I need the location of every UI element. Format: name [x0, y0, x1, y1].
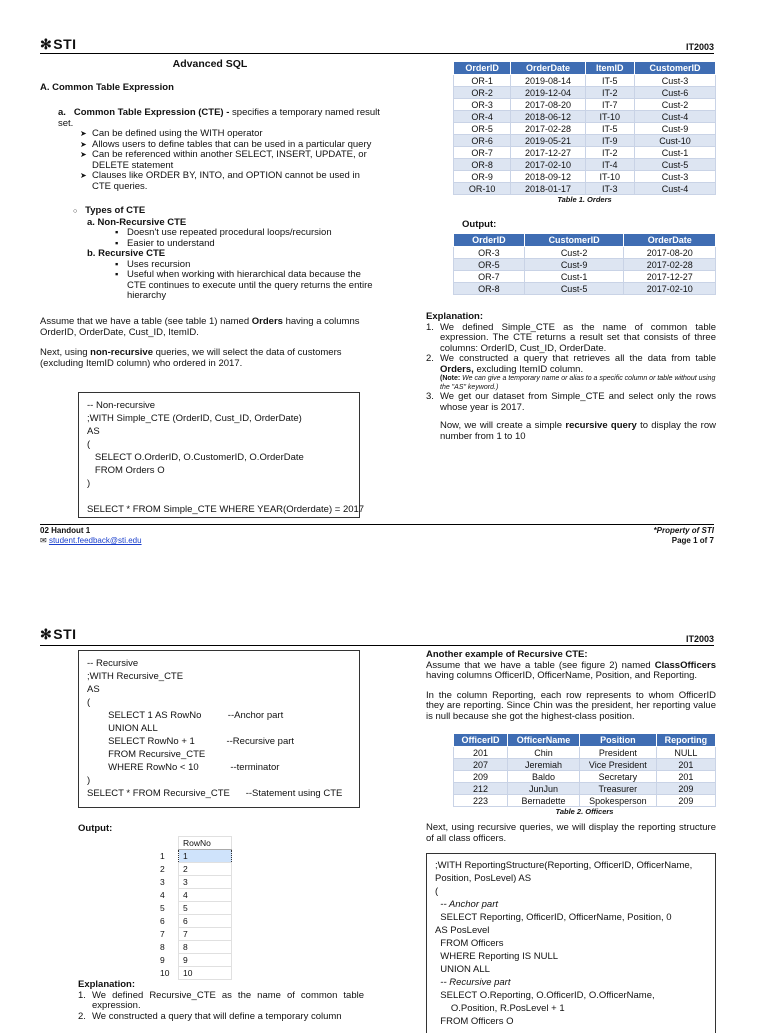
table-cell: OR-5 [454, 123, 511, 135]
table-cell: 2019-08-14 [511, 75, 585, 87]
square-bullet-icon: ▪ [115, 269, 119, 280]
table-row [454, 247, 716, 259]
table-cell: OR-7 [454, 147, 511, 159]
code-line: O.Position, R.PosLevel + 1 [435, 1003, 565, 1014]
output-label-2: Output: [78, 823, 113, 834]
column-header: OrderID [454, 62, 511, 75]
another-example-section: Another example of Recursive CTE: Assume that we have a table (see figure 2) named ClassOfficers having columns OfficerID, OfficerName, Position, and Reporting. In the column Reporting, each row represents to whom OfficerID they are reporting. Since Chin was the president, her reporting value is null because she got the highest-class position. [426, 649, 716, 722]
table-cell: 2017-02-10 [511, 159, 585, 171]
table-cell: 201 [656, 771, 715, 783]
table-cell: IT-2 [585, 147, 634, 159]
table-cell: 2017-02-28 [511, 123, 585, 135]
rowno-cell: 9 [179, 954, 232, 967]
table-row [454, 283, 716, 295]
column-header: OfficerName [508, 734, 580, 747]
table-cell: 2018-06-12 [511, 111, 585, 123]
rowno-result-grid [156, 836, 232, 980]
footer-rule [40, 524, 714, 525]
square-bullet-icon: ▪ [115, 258, 119, 270]
arrow-bullet-icon: ➤ [80, 171, 87, 180]
rowno-header: RowNo [179, 837, 232, 850]
table-cell: 2017-02-28 [624, 259, 716, 271]
header-rule [40, 53, 714, 54]
type-point [115, 228, 380, 239]
grid-row-number: 4 [160, 890, 165, 900]
table-cell: 209 [656, 795, 715, 807]
table-cell: Chin [508, 747, 580, 759]
table-cell: Cust-10 [634, 135, 715, 147]
table-cell: 209 [656, 783, 715, 795]
grid-row-number: 5 [160, 903, 165, 913]
grid-row [156, 928, 232, 941]
grid-corner [156, 837, 179, 850]
table-cell: IT-4 [585, 159, 634, 171]
code-line: ( [435, 886, 439, 897]
table-cell: 2017-12-27 [511, 147, 585, 159]
table-cell: 2018-09-12 [511, 171, 585, 183]
table-row [454, 259, 716, 271]
table-cell: 2017-02-10 [624, 283, 716, 295]
table-row [454, 87, 716, 99]
code-line: -- Recursive part [435, 977, 511, 988]
code-line: ;WITH Simple_CTE (OrderID, Cust_ID, OrderDate) [87, 413, 302, 424]
column-header: Position [579, 734, 656, 747]
table-cell: OR-6 [454, 135, 511, 147]
code-line: AS PosLevel [435, 925, 490, 936]
code-line: SELECT 1 AS RowNo --Anchor part [87, 710, 284, 721]
rowno-cell: 2 [179, 863, 232, 876]
grid-row [156, 876, 232, 889]
table-cell: IT-9 [585, 135, 634, 147]
non-recursive-paragraph: Next, using non-recursive queries, we will select the data of customers (excluding ItemID column) who ordered in 2017. [40, 346, 342, 369]
sti-flake-icon: ✻ [40, 36, 53, 52]
grid-row-number: 3 [160, 877, 165, 887]
table-cell: Treasurer [579, 783, 656, 795]
table-cell: Cust-1 [634, 147, 715, 159]
code-line: SELECT O.Reporting, O.OfficerID, O.OfficerName, [435, 990, 655, 1001]
column-header: ItemID [585, 62, 634, 75]
table-row [454, 783, 716, 795]
table-row [454, 747, 716, 759]
section-a-heading: A. Common Table Expression [40, 82, 174, 93]
table-cell: OR-7 [454, 271, 525, 283]
output-label-1: Output: [462, 219, 497, 230]
table-cell: Cust-4 [634, 111, 715, 123]
table-row [454, 135, 716, 147]
table-row [454, 771, 716, 783]
table-cell: 209 [454, 771, 508, 783]
square-bullet-icon: ▪ [115, 237, 119, 249]
code-line: ( [87, 697, 91, 708]
table-row [454, 123, 716, 135]
table-cell: Cust-5 [634, 159, 715, 171]
table-cell: 2017-08-20 [511, 99, 585, 111]
rowno-cell: 1 [179, 850, 232, 863]
table-cell: IT-2 [585, 87, 634, 99]
grid-row-number: 6 [160, 916, 165, 926]
table-cell: Cust-5 [524, 283, 624, 295]
cte-bullets [80, 129, 380, 192]
table-row [454, 759, 716, 771]
table-cell: Cust-4 [634, 183, 715, 195]
table-cell: OR-2 [454, 87, 511, 99]
table-cell: OR-10 [454, 183, 511, 195]
grid-row [156, 850, 232, 863]
rowno-cell: 4 [179, 889, 232, 902]
code-line: ;WITH ReportingStructure(Reporting, OfficerID, OfficerName, [435, 860, 693, 871]
reporting-structure-code-box [426, 853, 716, 1033]
grid-row [156, 941, 232, 954]
grid-header-row [156, 837, 232, 850]
code-line: AS [87, 426, 100, 437]
footer-right: *Property of STI Page 1 of 7 [653, 526, 714, 545]
cte-bullet-item [80, 171, 380, 192]
table-cell: OR-3 [454, 99, 511, 111]
table-cell: Baldo [508, 771, 580, 783]
type-point-text: Easier to understand [127, 237, 215, 249]
code-line: FROM Orders O [87, 465, 165, 476]
code-line: SELECT * FROM Simple_CTE WHERE YEAR(Orderdate) = 2017 [87, 504, 365, 515]
sti-logo-page2: ✻STI [40, 626, 77, 642]
table-cell: Vice President [579, 759, 656, 771]
type-point [115, 270, 380, 302]
sti-flake-icon: ✻ [40, 626, 53, 642]
arrow-bullet-icon: ➤ [80, 139, 87, 149]
table-cell: OR-8 [454, 159, 511, 171]
cte-bullet-text: Allows users to define tables that can be used in a particular query [92, 138, 372, 150]
grid-row [156, 967, 232, 980]
column-header: OrderDate [511, 62, 585, 75]
grid-row-number: 2 [160, 864, 165, 874]
code-line: UNION ALL [435, 964, 490, 975]
cte-bullet-text: Can be referenced within another SELECT, INSERT, UPDATE, or DELETE statement [92, 149, 367, 171]
grid-row-number: 1 [160, 851, 165, 861]
table-cell: 201 [454, 747, 508, 759]
code-line: ;WITH Recursive_CTE [87, 671, 184, 682]
recursive-code-box [78, 650, 360, 808]
cte-bullet-text: Clauses like ORDER BY, INTO, and OPTION cannot be used in CTE queries. [92, 170, 360, 192]
footer-left: 02 Handout 1 ✉ student.feedback@sti.edu [40, 526, 142, 545]
column-header: OrderDate [624, 234, 716, 247]
officers-table-wrap [453, 733, 716, 816]
arrow-bullet-icon: ➤ [80, 150, 87, 159]
column-header: OfficerID [454, 734, 508, 747]
code-line: ) [87, 478, 91, 489]
grid-row-number: 9 [160, 955, 165, 965]
code-line: Position, PosLevel) AS [435, 873, 532, 884]
table-cell: Cust-6 [634, 87, 715, 99]
table-cell: IT-5 [585, 75, 634, 87]
type-point-text: Useful when working with hierarchical data because the CTE continues to execute until the query returns the entire hierarchy [127, 269, 373, 301]
table-cell: Secretary [579, 771, 656, 783]
table-row [454, 183, 716, 195]
table-cell: Bernadette [508, 795, 580, 807]
table-cell: Cust-9 [634, 123, 715, 135]
table-header-row [454, 734, 716, 747]
table-cell: Spokesperson [579, 795, 656, 807]
code-line: AS [87, 684, 100, 695]
code-line: -- Recursive [87, 658, 139, 669]
orders-table [453, 61, 716, 195]
code-line: WHERE RowNo < 10 --terminator [87, 762, 280, 773]
cte-bullet-text: Can be defined using the WITH operator [92, 128, 263, 139]
explanation-section: Explanation: 1. We defined Simple_CTE as the name of common table expression. The CTE returns a result set that consists of three columns: OrderID, Cust_ID, OrderDate. 2. We constructed a query that retrieves all the data from table Orders, excluding ItemID column. (Note: We can give a temporary name or alias to a specific column or table without using the "AS" keyword.) 3. We get our dataset from Simple_CTE and select only the rows whose year is 2017. Now, we will create a simple recursive query to display the row number from 1 to 10 [426, 311, 716, 442]
orders-intro-paragraph: Assume that we have a table (see table 1) named Orders having a columns OrderID, OrderDate, Cust_ID, ItemID. [40, 315, 360, 338]
table-row [454, 271, 716, 283]
grid-row-number: 7 [160, 929, 165, 939]
cte-bullet-item [80, 129, 380, 140]
officers-table [453, 733, 716, 807]
table-cell: OR-9 [454, 171, 511, 183]
table-row [454, 159, 716, 171]
table-cell: 223 [454, 795, 508, 807]
rowno-cell: 10 [179, 967, 232, 980]
table-cell: IT-10 [585, 111, 634, 123]
page-title: Advanced SQL [172, 58, 248, 70]
feedback-email-link[interactable]: student.feedback@sti.edu [48, 536, 142, 545]
table-cell: Cust-1 [524, 271, 624, 283]
column-header: CustomerID [524, 234, 624, 247]
grid-row [156, 889, 232, 902]
table-cell: OR-3 [454, 247, 525, 259]
grid-row [156, 915, 232, 928]
table-cell: Jeremiah [508, 759, 580, 771]
code-line: ) [87, 775, 91, 786]
table-cell: 201 [656, 759, 715, 771]
table-cell: IT-10 [585, 171, 634, 183]
code-line: -- Non-recursive [87, 400, 156, 411]
code-line: FROM Recursive_CTE [87, 749, 206, 760]
table-cell: IT-7 [585, 99, 634, 111]
code-line: SELECT RowNo + 1 --Recursive part [87, 736, 295, 747]
non-recursive-code-box [78, 392, 365, 518]
table-row [454, 171, 716, 183]
email-icon: ✉ [40, 536, 47, 545]
table-cell: OR-1 [454, 75, 511, 87]
code-line: FROM Officers O [435, 1016, 514, 1027]
code-line [87, 490, 351, 503]
type-point-text: Doesn't use repeated procedural loops/recursion [127, 227, 332, 238]
table-cell: JunJun [508, 783, 580, 795]
code-line: ( [87, 439, 91, 450]
table-header-row [454, 234, 716, 247]
code-line: SELECT * FROM Recursive_CTE --Statement using CTE [87, 788, 343, 799]
table-cell: 207 [454, 759, 508, 771]
grid-row [156, 902, 232, 915]
table-header-row [454, 62, 716, 75]
rowno-cell: 3 [179, 876, 232, 889]
code-line: UNION ALL [87, 723, 158, 734]
code-line: -- Anchor part [435, 899, 499, 910]
table-row [454, 75, 716, 87]
header-rule-page2 [40, 645, 714, 646]
table-cell: OR-4 [454, 111, 511, 123]
grid-row [156, 863, 232, 876]
table-cell: IT-3 [585, 183, 634, 195]
table-cell: President [579, 747, 656, 759]
arrow-bullet-icon: ➤ [80, 129, 87, 138]
table2-caption: Table 2. Officers [555, 807, 614, 816]
code-line: FROM Officers [435, 938, 504, 949]
rowno-cell: 8 [179, 941, 232, 954]
output-table [453, 233, 716, 295]
square-bullet-icon: ▪ [115, 227, 119, 238]
code-line: SELECT Reporting, OfficerID, OfficerName, Position, 0 [435, 912, 672, 923]
cte-definition: a. Common Table Expression (CTE) - specifies a temporary named result set. [58, 107, 380, 129]
table-row [454, 795, 716, 807]
code-line: WHERE Reporting IS NULL [435, 951, 559, 962]
course-code-page2: IT2003 [685, 634, 714, 644]
cte-bullet-item [80, 150, 380, 171]
types-of-cte: ○ Types of CTE a. Non-Recursive CTE ▪ Doesn't use repeated procedural loops/recursion ▪ Easier to understand b. Recursive CTE ▪ Uses recursion ▪ Useful when working with hierarchical data because the CTE continues to execute until the query returns the entire hierarchy [73, 206, 380, 302]
table-cell: 212 [454, 783, 508, 795]
table-cell: Cust-2 [524, 247, 624, 259]
course-code: IT2003 [685, 42, 714, 52]
column-header: Reporting [656, 734, 715, 747]
table-cell: 2017-12-27 [624, 271, 716, 283]
table-cell: 2018-01-17 [511, 183, 585, 195]
table-cell: Cust-2 [634, 99, 715, 111]
code-line: SELECT O.OrderID, O.CustomerID, O.OrderDate [87, 452, 304, 463]
grid-row-number: 10 [160, 968, 170, 978]
table-cell: 2017-08-20 [624, 247, 716, 259]
next-paragraph: Next, using recursive queries, we will display the reporting structure of all class officers. [426, 822, 716, 844]
table-cell: Cust-3 [634, 75, 715, 87]
explanation-section-2: Explanation: 1. We defined Recursive_CTE as the name of common table expression. 2. We constructed a query that will define a temporary column [78, 979, 364, 1022]
table-cell: 2019-05-21 [511, 135, 585, 147]
sti-logo: ✻STI [40, 36, 77, 52]
table1-caption: Table 1. Orders [557, 195, 612, 204]
column-header: CustomerID [634, 62, 715, 75]
table-cell: OR-5 [454, 259, 525, 271]
table-cell: IT-5 [585, 123, 634, 135]
table-cell: Cust-3 [634, 171, 715, 183]
rowno-cell: 5 [179, 902, 232, 915]
table-cell: OR-8 [454, 283, 525, 295]
page1-left-column [40, 58, 380, 369]
table-row [454, 99, 716, 111]
table-row [454, 147, 716, 159]
grid-row [156, 954, 232, 967]
orders-table-wrap [453, 61, 716, 204]
table-cell: Cust-9 [524, 259, 624, 271]
rowno-cell: 7 [179, 928, 232, 941]
output-table-wrap [453, 233, 716, 295]
type-point-text: Uses recursion [127, 258, 191, 270]
rowno-cell: 6 [179, 915, 232, 928]
table-cell: NULL [656, 747, 715, 759]
table-row [454, 111, 716, 123]
table-cell: 2019-12-04 [511, 87, 585, 99]
rowno-grid-wrap [156, 836, 232, 980]
grid-row-number: 8 [160, 942, 165, 952]
column-header: OrderID [454, 234, 525, 247]
